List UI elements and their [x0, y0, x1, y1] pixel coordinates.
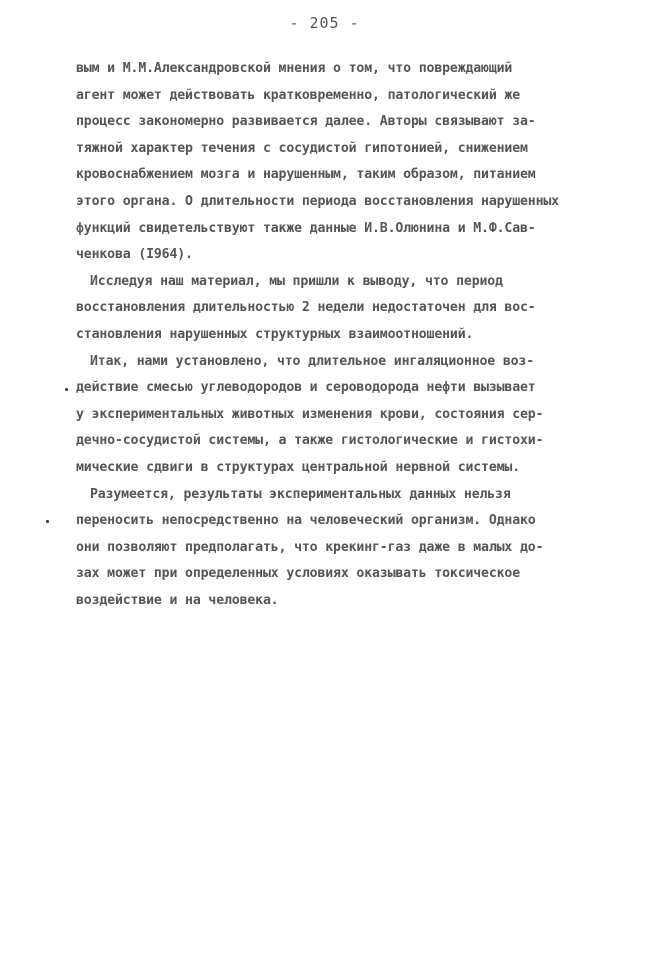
paragraph-start-line: Разумеется, результаты экспериментальных данных нельзя [90, 486, 511, 502]
text-line: функций свидетельствуют также данные И.В.Олюнина и М.Ф.Сав- [76, 220, 536, 236]
paragraph-start-line: Исследуя наш материал, мы пришли к выводу, что период [90, 273, 503, 289]
text-line: дечно-сосудистой системы, а также гистологические и гистохи- [76, 433, 544, 449]
paragraph-start-line: Итак, нами установлено, что длительное ингаляционное воз- [90, 353, 535, 369]
text-line: воздействие и на человека. [76, 592, 279, 608]
text-line: кровоснабжением мозга и нарушенным, таким образом, питанием [76, 167, 536, 183]
text-line: зах может при определенных условиях оказывать токсическое [76, 566, 521, 582]
text-line: процесс закономерно развивается далее. Авторы связывают за- [76, 114, 536, 130]
text-line: агент может действовать кратковременно, патологический же [76, 87, 521, 103]
page-number: - 205 - [289, 14, 360, 32]
text-line: этого органа. О длительности периода восстановления нарушенных [76, 193, 559, 209]
margin-dot-mark [65, 388, 68, 391]
text-line: действие смесью углеводородов и сероводорода нефти вызывает [76, 380, 536, 396]
text-line: переносить непосредственно на человеческий организм. Однако [76, 513, 536, 529]
text-line: вым и М.М.Александровской мнения о том, что повреждающий [76, 61, 513, 76]
text-line: мические сдвиги в структурах центральной нервной системы. [76, 459, 521, 475]
text-line: тяжной характер течения с сосудистой гипотонией, снижением [76, 140, 528, 156]
text-line: ченкова (I964). [76, 247, 193, 263]
margin-dot-mark [46, 520, 49, 523]
text-line: становления нарушенных структурных взаимоотношений. [76, 326, 474, 342]
text-line: они позволяют предполагать, что крекинг-газ даже в малых до- [76, 539, 544, 555]
body-text [76, 56, 596, 614]
text-line: у экспериментальных животных изменения крови, состояния сер- [76, 406, 544, 422]
text-line: восстановления длительностью 2 недели недостаточен для вос- [76, 300, 536, 316]
